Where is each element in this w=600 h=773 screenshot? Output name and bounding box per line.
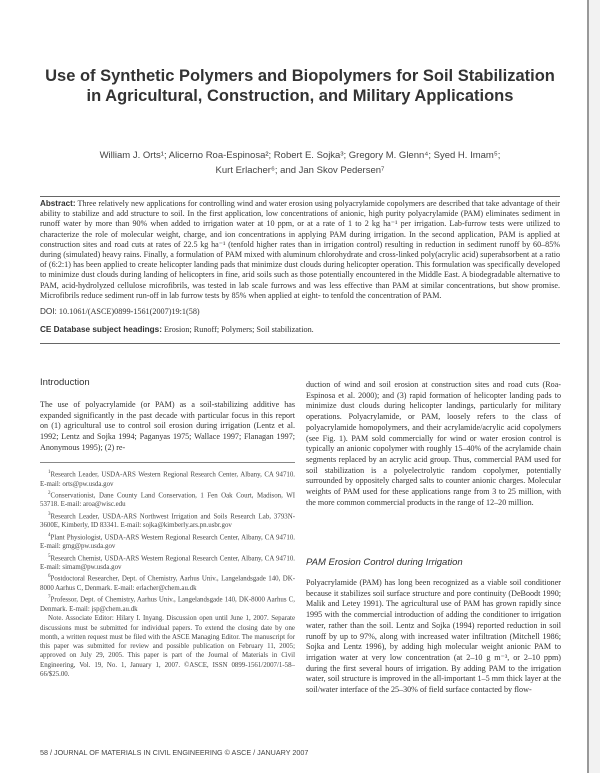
author-list bbox=[50, 148, 550, 178]
footnote bbox=[40, 614, 295, 679]
footnote-text: Research Leader, USDA-ARS Northwest Irrigation and Soils Research Lab, 3793N-3600E, Kimberly, ID 83341. E-mail: sojka@kimberly.ars.pn.usbr.gov bbox=[40, 513, 295, 530]
footnote-number: 1 bbox=[48, 470, 51, 475]
divider bbox=[40, 196, 560, 197]
intro-paragraph-right: duction of wind and soil erosion at construction sites and road cuts (Roa-Espinosa et al. 2000); and (3) rapid formation of helicopter landing pads to minimize dust clouds during helicopter landings, particularly for military operations. Polyacrylamide, or PAM, loosely refers to the class of polyacrylamide homopolymers, and their acrylamide/acrylic acid copolymers (see Fig. 1). PAM sold commercially for wind or water erosion control is typically an anionic copolymer with roughly 15–40% of the acrylamide chain segments replaced by an acrylic acid group. Thus, commercial PAM used for soil stabilization is a polyelectrolytic random copolymer, potentially surrounded by oppositely charged salts to counter anionic charges. Molecular weights of PAM used for these applications range from 3 to 25 million, with the more common commercial products in the range of 12–20 million. bbox=[306, 380, 561, 507]
footnote bbox=[40, 552, 295, 573]
authors-line-2: Kurt Erlacher⁶; and Jan Skov Pedersen⁷ bbox=[215, 165, 385, 176]
abstract-text: Three relatively new applications for controlling wind and water erosion using polyacrylamide copolymers are described that take advantage of their ability to stabilize and add structure to soil. In the first application, low concentrations of anionic, high purity polyacrylamide (PAM) eliminates sediment in runoff water by more than 90% when added to irrigation water at 10 ppm, or at a rate of 1 to 2 kg ha⁻¹ per irrigation. Lab-furrow tests were utilized to characterize the role of molecular weight, charge, and ion concentrations in applying PAM during irrigation. In the second application, PAM is applied at construction sites and road cuts at rates of 22.5 kg ha⁻¹ (tenfold higher rates than in irrigation control) resulting in reduction in sediment runoff by 60–85% during (simulated) heavy rains. Finally, a formulation of PAM mixed with aluminum chlorohydrate and cross-linked poly(acrylic acid) superabsorbent at a ratio of (6:2:1) has been applied to create helicopter landing pads that minimize dust clouds during helicopter operation. This formulation was specifically developed to minimize dust clouds during landing of helicopters in fine, arid soils such as those potentially encountered in the Middle East. A biodegradable alternative to PAM, acid-hydrolyzed cellulose microfibrils, was tested in lab scale furrows and was less effective than PAM at similar concentrations, but show promise. Microfibrils reduce sediment run-off in lab furrow tests by 85% when applied at eight- to tenfold the concentration of PAM. bbox=[40, 199, 560, 300]
footnote-number: 7 bbox=[48, 595, 51, 601]
abstract bbox=[40, 199, 560, 301]
authors-line-1: William J. Orts¹; Alicerno Roa-Espinosa²; Robert E. Sojka³; Gregory M. Glenn⁴; Syed H. Imam⁵; bbox=[99, 150, 501, 161]
footnote bbox=[40, 510, 295, 531]
ce-subject-headings bbox=[40, 325, 314, 334]
footnote-text: Research Chemist, USDA-ARS Western Regional Research Center, Albany, CA 94710. E-mail: simam@pw.usda.gov bbox=[40, 554, 295, 572]
footnotes bbox=[40, 468, 295, 679]
intro-paragraph-left: The use of polyacrylamide (or PAM) as a soil-stabilizing additive has expanded significantly in the past decade with particular focus in this report on (1) agricultural use to control soil erosion during irrigation (Lentz et al. 1992; Lentz and Sojka 1994; Paganyas 1975; Wallace 1997; Flanagan 1997; Anonymous 1995); (2) re- bbox=[40, 400, 295, 452]
footnote-number: 4 bbox=[48, 532, 51, 538]
footnote-text: Plant Physiologist, USDA-ARS Western Regional Research Center, Albany, CA 94710. E-mail: gmg@pw.usda.gov bbox=[40, 533, 295, 551]
doi bbox=[40, 307, 200, 316]
footnote-number: 3 bbox=[48, 511, 51, 517]
footnote bbox=[40, 468, 295, 489]
page-edge-shadow bbox=[589, 0, 600, 773]
page-footer: 58 / JOURNAL OF MATERIALS IN CIVIL ENGINEERING © ASCE / JANUARY 2007 bbox=[40, 748, 309, 757]
ce-value: Erosion; Runoff; Polymers; Soil stabilization. bbox=[163, 325, 314, 334]
footnote-text: Research Leader, USDA-ARS Western Regional Research Center, Albany, CA 94710. E-mail: orts@pw.usda.gov bbox=[40, 471, 295, 488]
divider bbox=[40, 343, 560, 344]
section2-paragraph: Polyacrylamide (PAM) has long been recognized as a viable soil conditioner because it stabilizes soil surface structure and pore continuity (DeBoodt 1990; Malik and Letey 1991). The agricultural use of PAM has grown rapidly since 1995 with the commercial introduction of adding the conditioner to irrigation water, rather than the soil. Lentz and Sojka (1994) reported reduction in soil runoff by up to 97%, along with increased water infiltration (Mitchell 1986; Sojka and Lentz 1996), by adding high molecular weight anionic PAM to irrigation water at very low concentration (at 2–10 g m⁻³, or 2–10 ppm) during the first several hours of irrigation. By adding PAM to the irrigation water, soil structure is improved in the all-important 1–5 mm thick layer at the soil/water interface of the 25–30% of field surface contacted by flow- bbox=[306, 578, 561, 695]
footnote-divider bbox=[40, 462, 295, 463]
footnote-text: Conservationist, Dane County Land Conservation, 1 Fen Oak Court, Madison, WI 53718. E-mail: aroa@wisc.edu bbox=[40, 492, 295, 509]
footnote-text: Professor, Dept. of Chemistry, Aarhus Univ., Langelandsgade 140, DK-8000 Aarhus C, Denmark. E-mail: jsp@chem.au.dk bbox=[40, 596, 295, 613]
footnote-number: 2 bbox=[48, 490, 51, 496]
footnote-text: Postdoctoral Researcher, Dept. of Chemistry, Aarhus Univ., Langelandsgade 140, DK-8000 Aarhus C, Denmark. E-mail: erlacher@chem.au.dk bbox=[40, 575, 295, 593]
footnote bbox=[40, 489, 295, 510]
ce-label: CE Database subject headings: bbox=[40, 325, 162, 334]
footnote-number: 6 bbox=[48, 574, 51, 580]
section-heading-introduction: Introduction bbox=[40, 377, 90, 388]
footnote bbox=[40, 572, 295, 593]
footnote-number: 5 bbox=[48, 553, 51, 559]
abstract-label: Abstract: bbox=[40, 199, 76, 208]
footnote bbox=[40, 593, 295, 614]
doi-value[interactable]: 10.1061/(ASCE)0899-1561(2007)19:1(58) bbox=[58, 307, 200, 316]
paper-title: Use of Synthetic Polymers and Biopolymers for Soil Stabilization in Agricultural, Construction, and Military Applications bbox=[45, 67, 555, 105]
section-heading-pam-erosion: PAM Erosion Control during Irrigation bbox=[306, 557, 463, 568]
footnote bbox=[40, 531, 295, 552]
page-edge bbox=[587, 0, 589, 773]
doi-label: DOI: bbox=[40, 307, 57, 316]
footnote-text: Note. Associate Editor: Hilary I. Inyang. Discussion open until June 1, 2007. Separate discussions must be submitted for individual papers. To extend the closing date by one month, a written request must be filed with the ASCE Managing Editor. The manuscript for this paper was submitted for review and possible publication on February 11, 2005; approved on July 29, 2005. This paper is part of the Journal of Materials in Civil Engineering, Vol. 19, No. 1, January 1, 2007. ©ASCE, ISSN 0899-1561/2007/1-58–66/$25.00. bbox=[40, 615, 295, 679]
